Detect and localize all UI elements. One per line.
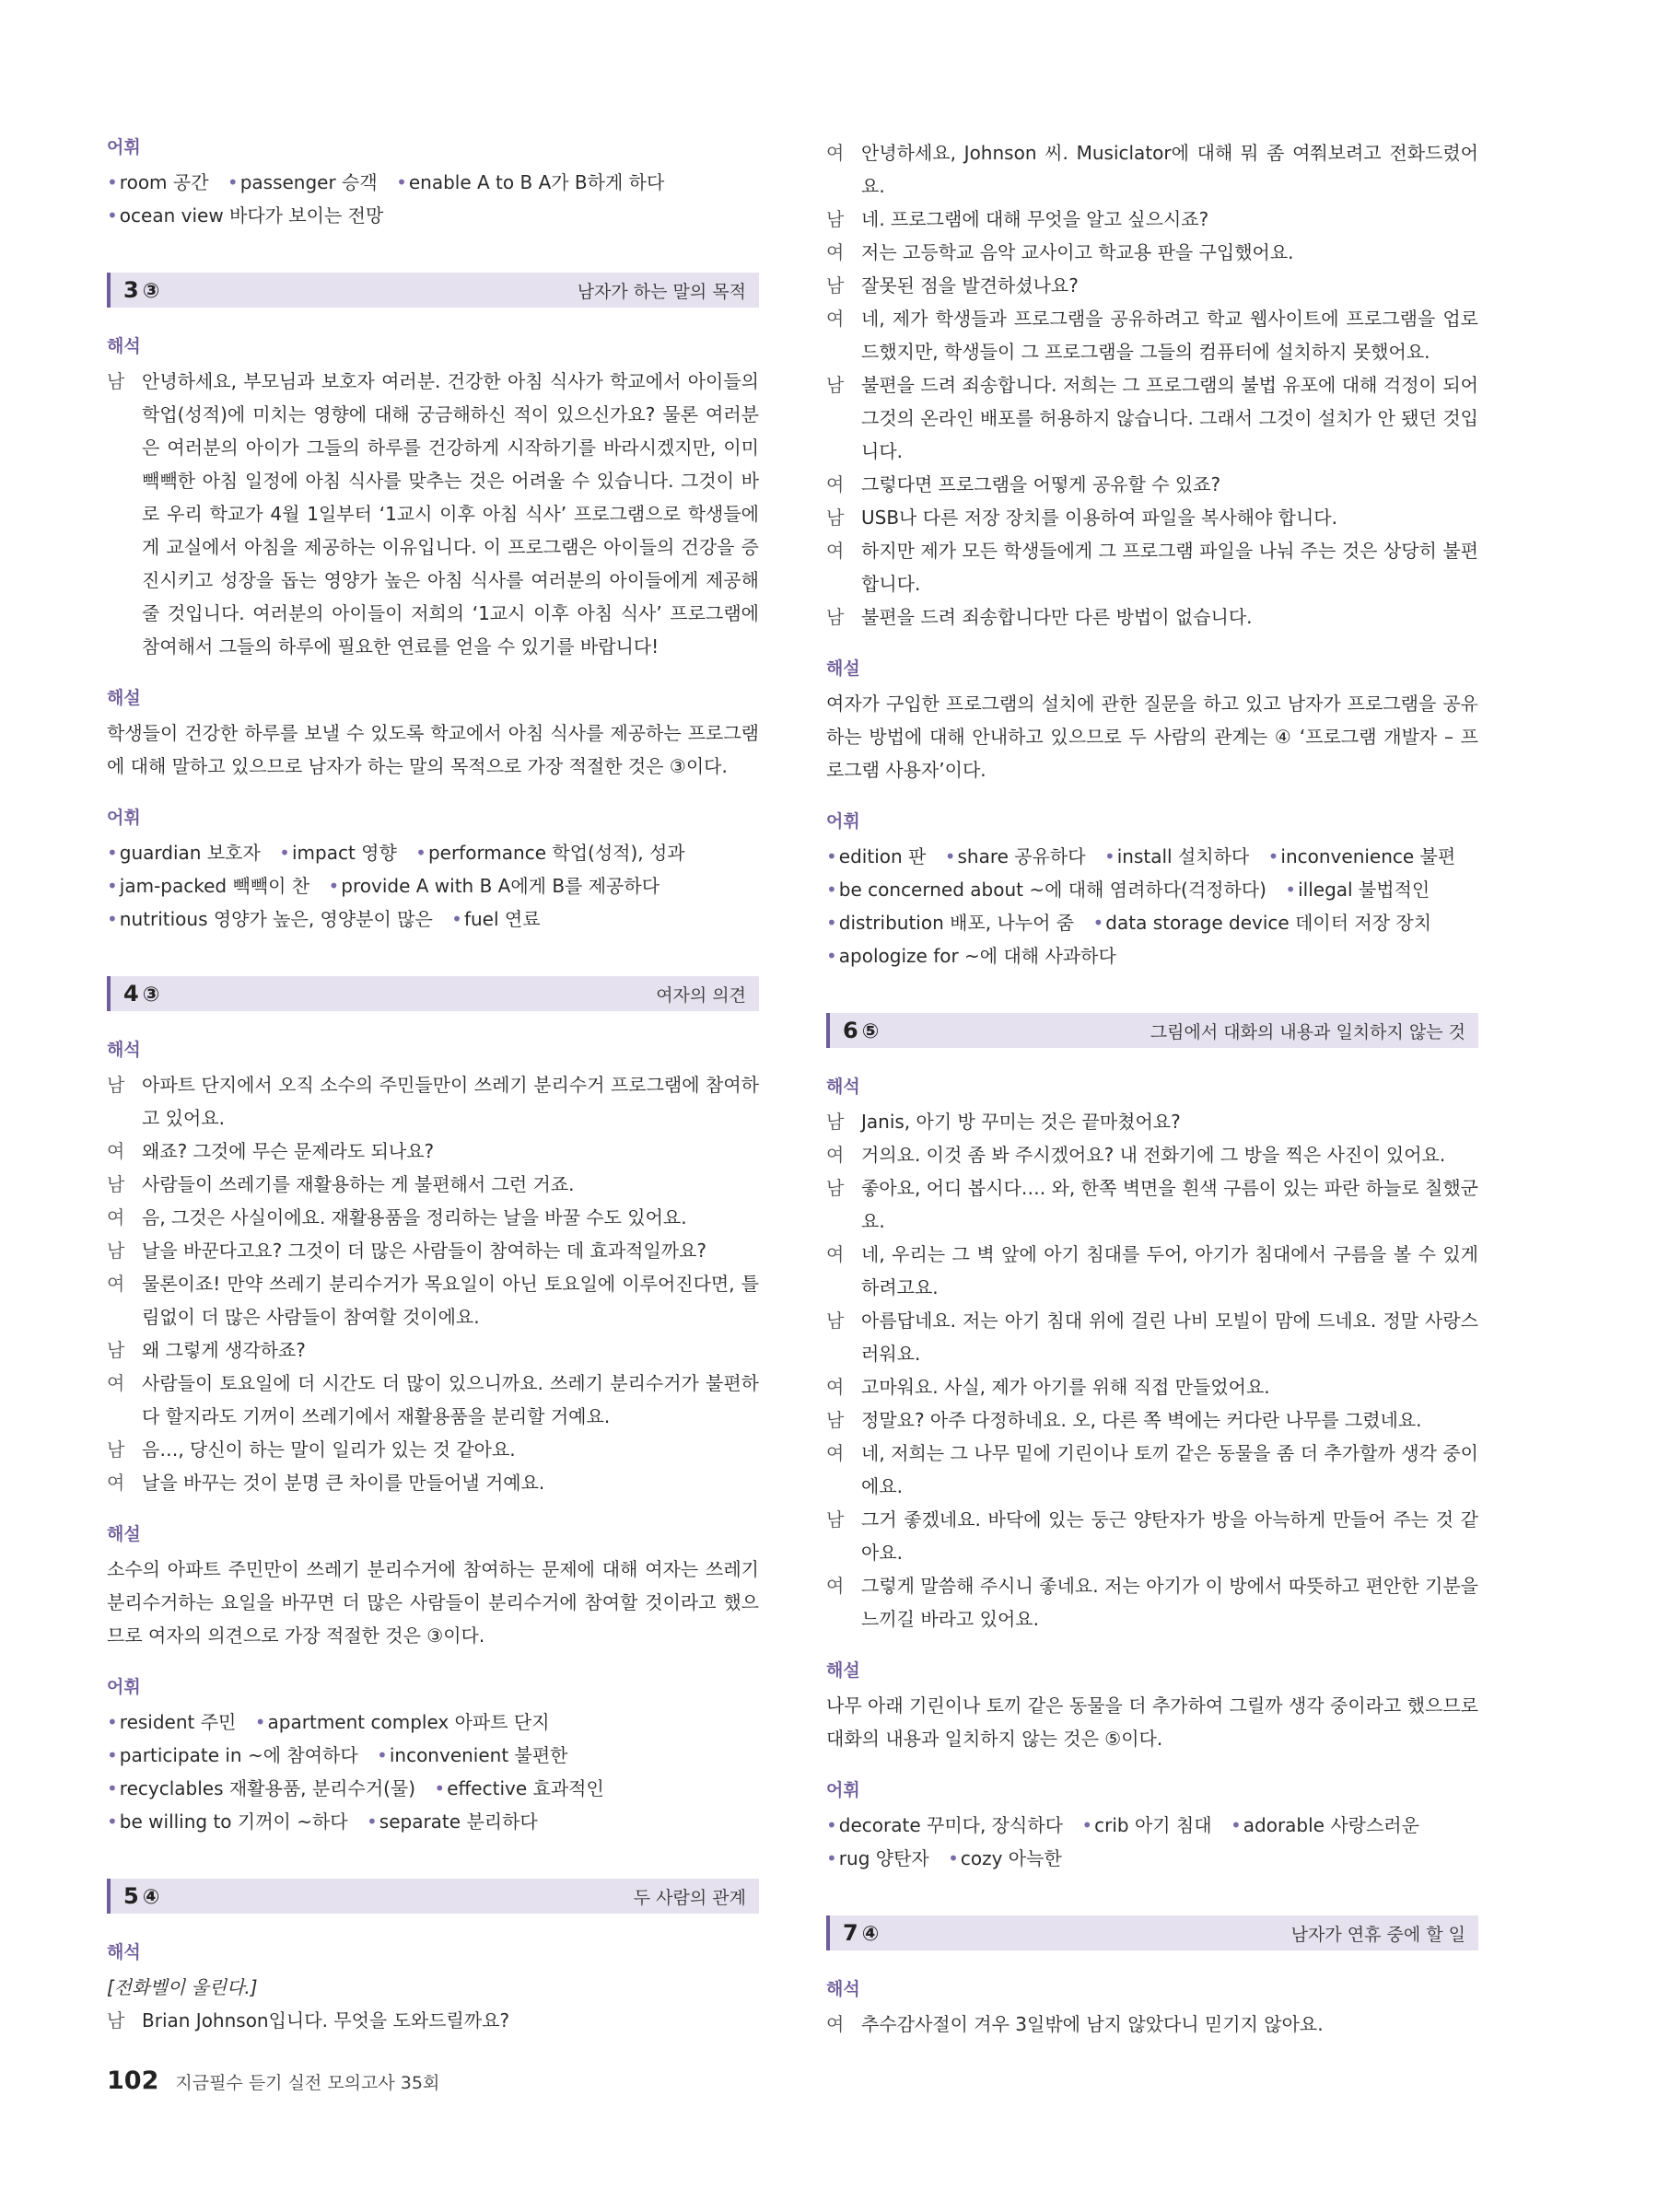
stage-note: [전화벨이 울린다.] [107, 1976, 258, 1998]
translation-label: 해석 [826, 1979, 860, 1999]
dialogue-text: 네, 제가 학생들과 프로그램을 공유하려고 학교 웹사이트에 프로그램을 업로드했지만, 학생들이 그 프로그램을 그들의 컴퓨터에 설치하지 못했어요. [861, 308, 1478, 363]
question-answer: ⑤ [861, 1020, 880, 1043]
vocab-list [107, 166, 759, 232]
dialogue-text: Janis, 아기 방 꾸미는 것은 끝마쳤어요? [861, 1111, 1181, 1133]
vocab-item: • distribution 배포, 나누어 줌 [826, 912, 1074, 934]
vocab-item: • provide A with B A에게 B를 제공하다 [328, 875, 659, 897]
dialogue-text: 불편을 드려 죄송합니다만 다른 방법이 없습니다. [861, 606, 1253, 628]
vocab-label: 어휘 [107, 1677, 141, 1697]
question-number: 4 [123, 981, 139, 1007]
dialogue-line [107, 365, 759, 663]
dialogue-line [826, 203, 1478, 236]
question-number: 7 [843, 1920, 858, 1946]
dialogue-line [826, 501, 1478, 534]
vocab-item: • recyclables 재활용품, 분리수거(물) [107, 1777, 415, 1799]
dialogue-line [826, 1138, 1478, 1171]
dialogue-text: 추수감사절이 겨우 3일밖에 남지 않았다니 믿기지 않아요. [861, 2013, 1324, 2035]
dialogue-text: 그렇게 말씀해 주시니 좋네요. 저는 아기가 이 방에서 따뜻하고 편안한 기분을 느끼길 바라고 있어요. [861, 1575, 1478, 1630]
explanation-label: 해설 [107, 688, 141, 708]
speaker: 남 [826, 1310, 845, 1332]
dialogue-text: 불편을 드려 죄송합니다. 저희는 그 프로그램의 불법 유포에 대해 걱정이 되어 그것의 온라인 배포를 허용하지 않습니다. 그래서 그것이 설치가 안 됐던 것입니다. [861, 374, 1478, 462]
question-type: 여자의 의견 [656, 984, 746, 1006]
question-header-7 [826, 1915, 1478, 1950]
vocab-label: 어휘 [107, 137, 141, 157]
vocab-item: • inconvenient 불편한 [377, 1744, 567, 1766]
dialogue-line [107, 1068, 759, 1135]
dialogue-text: 아파트 단지에서 오직 소수의 주민들만이 쓰레기 분리수거 프로그램에 참여하고 있어요. [142, 1074, 759, 1129]
book-title: 지금필수 듣기 실전 모의고사 35회 [175, 2073, 440, 2093]
speaker: 남 [826, 506, 845, 529]
speaker: 여 [826, 2013, 845, 2035]
question-type: 남자가 연휴 중에 할 일 [1290, 1924, 1465, 1945]
question-header-5 [107, 1879, 759, 1914]
dialogue-text: Brian Johnson입니다. 무엇을 도와드릴까요? [142, 2009, 510, 2032]
dialogue-text: 하지만 제가 모든 학생들에게 그 프로그램 파일을 나눠 주는 것은 상당히 불편합니다. [861, 540, 1478, 595]
dialogue-line [107, 1201, 759, 1234]
vocab-item: • adorable 사랑스러운 [1231, 1814, 1419, 1836]
speaker: 여 [107, 1372, 125, 1394]
dialogue-text: 정말요? 아주 다정하네요. 오, 다른 쪽 벽에는 커다란 나무를 그렸네요. [861, 1409, 1422, 1431]
dialogue-line [826, 2008, 1478, 2041]
dialogue-text: 안녕하세요, Johnson 씨. Musiclator에 대해 뭐 좀 여쭤보려고 전화드렸어요. [861, 142, 1478, 197]
question-header-6 [826, 1013, 1478, 1048]
dialogue-text: 네, 우리는 그 벽 앞에 아기 침대를 두어, 아기가 침대에서 구름을 볼 수 있게 하려고요. [861, 1243, 1479, 1298]
dialogue-line [826, 534, 1478, 600]
speaker: 여 [826, 308, 845, 330]
question-type: 남자가 하는 말의 목적 [577, 281, 746, 302]
speaker: 남 [107, 1240, 125, 1262]
vocab-item: • crib 아기 침대 [1081, 1814, 1211, 1836]
page-number: 102 [107, 2066, 159, 2095]
vocab-item: • impact 영향 [279, 842, 397, 864]
vocab-item: • share 공유하다 [945, 845, 1086, 867]
question-answer: ③ [142, 984, 160, 1007]
speaker: 남 [826, 1177, 845, 1199]
explanation-text: 여자가 구입한 프로그램의 설치에 관한 질문을 하고 있고 남자가 프로그램을 공유하는 방법에 대해 안내하고 있으므로 두 사람의 관계는 ④ ‘프로그램 개발자 – 프로그램 사용자’이다. [826, 693, 1478, 781]
question-number: 3 [123, 277, 139, 303]
dialogue-line [107, 1135, 759, 1168]
speaker: 여 [826, 1442, 845, 1464]
question-number: 5 [123, 1883, 139, 1909]
vocab-item: • effective 효과적인 [434, 1777, 603, 1799]
explanation-text: 나무 아래 기린이나 토끼 같은 동물을 더 추가하여 그릴까 생각 중이라고 했으므로 대화의 내용과 일치하지 않는 것은 ⑤이다. [826, 1694, 1478, 1750]
vocab-item: • be willing to 기꺼이 ~하다 [107, 1810, 348, 1833]
dialogue-text: 그렇다면 프로그램을 어떻게 공유할 수 있죠? [861, 473, 1221, 495]
dialogue-line [826, 1304, 1478, 1370]
speaker: 남 [107, 2009, 125, 2032]
vocab-item: • fuel 연료 [451, 908, 540, 930]
vocab-item: • jam-packed 빽빽이 찬 [107, 875, 309, 897]
dialogue-line [826, 1370, 1478, 1403]
dialogue-line [826, 600, 1478, 634]
vocab-item: • room 공간 [107, 171, 209, 193]
dialogue-text: 물론이죠! 만약 쓰레기 분리수거가 목요일이 아닌 토요일에 이루어진다면, 틀림없이 더 많은 사람들이 참여할 것이에요. [142, 1273, 759, 1328]
vocab-item: • ocean view 바다가 보이는 전망 [107, 204, 383, 227]
speaker: 여 [826, 1575, 845, 1597]
vocab-item: • data storage device 데이터 저장 장치 [1092, 912, 1431, 934]
dialogue-text: 음…, 당신이 하는 말이 일리가 있는 것 같아요. [142, 1438, 516, 1461]
vocab-item: • performance 학업(성적), 성과 [415, 842, 684, 864]
question-type: 두 사람의 관계 [633, 1887, 746, 1908]
vocab-item: • resident 주민 [107, 1711, 236, 1733]
dialogue-text: 네, 저희는 그 나무 밑에 기린이나 토끼 같은 동물을 좀 더 추가할까 생각 중이에요. [861, 1442, 1478, 1497]
vocab-item: • decorate 꾸미다, 장식하다 [826, 1814, 1063, 1836]
dialogue-text: 잘못된 점을 발견하셨나요? [861, 274, 1079, 297]
speaker: 남 [826, 606, 845, 628]
dialogue-text: 왜죠? 그것에 무슨 문제라도 되나요? [142, 1140, 435, 1162]
question-number: 6 [843, 1018, 858, 1043]
right-column [826, 136, 1478, 2041]
dialogue-text: USB나 다른 저장 장치를 이용하여 파일을 복사해야 합니다. [861, 506, 1337, 529]
speaker: 남 [826, 1508, 845, 1531]
question-answer: ④ [142, 1886, 160, 1909]
vocab-list [826, 1809, 1478, 1875]
dialogue-text: 왜 그렇게 생각하죠? [142, 1339, 306, 1361]
vocab-label: 어휘 [107, 808, 141, 828]
explanation-label: 해설 [107, 1524, 141, 1544]
translation-label: 해석 [107, 1942, 141, 1962]
dialogue-text: 고마워요. 사실, 제가 아기를 위해 직접 만들었어요. [861, 1376, 1270, 1398]
explanation-label: 해설 [826, 658, 860, 679]
vocab-item: • guardian 보호자 [107, 842, 261, 864]
vocab-item: • apartment complex 아파트 단지 [255, 1711, 550, 1733]
dialogue-line [107, 1466, 759, 1499]
speaker: 여 [826, 540, 845, 562]
speaker: 남 [826, 374, 845, 396]
vocab-item: • cozy 아늑한 [948, 1847, 1062, 1869]
dialogue-text: 좋아요, 어디 봅시다…. 와, 한쪽 벽면을 흰색 구름이 있는 파란 하늘로 칠했군요. [861, 1177, 1478, 1232]
explanation-text: 학생들이 건강한 하루를 보낼 수 있도록 학교에서 아침 식사를 제공하는 프로그램에 대해 말하고 있으므로 남자가 하는 말의 목적으로 가장 적절한 것은 ③이다. [107, 722, 759, 777]
question-header-4 [107, 976, 759, 1011]
translation-label: 해석 [107, 336, 141, 356]
dialogue-line [826, 468, 1478, 501]
speaker: 남 [826, 208, 845, 230]
vocab-item: • apologize for ~에 대해 사과하다 [826, 945, 1116, 967]
dialogue-line [826, 1171, 1478, 1238]
vocab-item: • inconvenience 불편 [1268, 845, 1456, 867]
dialogue-line [826, 1503, 1478, 1569]
vocab-item: • be concerned about ~에 대해 염려하다(걱정하다) [826, 879, 1266, 901]
vocab-list [107, 1706, 759, 1838]
speaker: 남 [107, 370, 125, 392]
vocab-label: 어휘 [826, 811, 860, 832]
question-header-3 [107, 273, 759, 308]
dialogue-line [826, 236, 1478, 269]
question-type: 그림에서 대화의 내용과 일치하지 않는 것 [1150, 1021, 1465, 1042]
speaker: 여 [826, 142, 845, 164]
dialogue-line [826, 1238, 1478, 1304]
vocab-item: • install 설치하다 [1104, 845, 1249, 867]
dialogue-text: 네. 프로그램에 대해 무엇을 알고 싶으시죠? [861, 208, 1209, 230]
vocab-item: • nutritious 영양가 높은, 영양분이 많은 [107, 908, 433, 930]
dialogue-line [826, 1569, 1478, 1636]
vocab-list [107, 836, 759, 936]
vocab-item: • enable A to B A가 B하게 하다 [396, 171, 664, 193]
dialogue-line [107, 1267, 759, 1333]
speaker: 여 [826, 473, 845, 495]
speaker: 여 [107, 1273, 125, 1295]
question-answer: ④ [861, 1923, 880, 1946]
dialogue-line [826, 1437, 1478, 1503]
dialogue-text: 저는 고등학교 음악 교사이고 학교용 판을 구입했어요. [861, 241, 1294, 263]
translation-label: 해석 [826, 1077, 860, 1097]
dialogue-line [107, 1234, 759, 1267]
dialogue-line [107, 2004, 759, 2037]
explanation-text: 소수의 아파트 주민만이 쓰레기 분리수거에 참여하는 문제에 대해 여자는 쓰레기 분리수거하는 요일을 바꾸면 더 많은 사람들이 분리수거에 참여할 것이라고 했으므로 여자의 의견으로 가장 적절한 것은 ③이다. [107, 1558, 759, 1647]
dialogue-line [107, 1333, 759, 1367]
dialogue-line [107, 1367, 759, 1433]
translation-label: 해석 [107, 1040, 141, 1060]
speaker: 여 [107, 1206, 125, 1228]
dialogue-line [826, 1105, 1478, 1138]
dialogue-line [826, 136, 1478, 203]
dialogue-text: 거의요. 이것 좀 봐 주시겠어요? 내 전화기에 그 방을 찍은 사진이 있어요. [861, 1144, 1446, 1166]
left-column [107, 136, 759, 2037]
speaker: 남 [107, 1438, 125, 1461]
speaker: 남 [107, 1074, 125, 1096]
speaker: 남 [107, 1173, 125, 1195]
dialogue-line [826, 1403, 1478, 1437]
vocab-item: • participate in ~에 참여하다 [107, 1744, 358, 1766]
dialogue-line [826, 302, 1478, 368]
speaker: 여 [826, 1376, 845, 1398]
vocab-item: • rug 양탄자 [826, 1847, 929, 1869]
speaker: 여 [107, 1472, 125, 1494]
vocab-list [826, 840, 1478, 972]
dialogue-text: 그거 좋겠네요. 바닥에 있는 둥근 양탄자가 방을 아늑하게 만들어 주는 것 같아요. [861, 1508, 1478, 1564]
vocab-item: • passenger 승객 [228, 171, 378, 193]
dialogue-text: 음, 그것은 사실이에요. 재활용품을 정리하는 날을 바꿀 수도 있어요. [142, 1206, 687, 1228]
speaker: 남 [826, 1111, 845, 1133]
dialogue-line [107, 1433, 759, 1466]
speaker: 여 [826, 1144, 845, 1166]
dialogue-text: 날을 바꾼다고요? 그것이 더 많은 사람들이 참여하는 데 효과적일까요? [142, 1240, 707, 1262]
dialogue-line [107, 1168, 759, 1201]
speaker: 여 [107, 1140, 125, 1162]
dialogue-line [826, 269, 1478, 302]
dialogue-line [826, 368, 1478, 468]
dialogue-text: 사람들이 쓰레기를 재활용하는 게 불편해서 그런 거죠. [142, 1173, 575, 1195]
question-answer: ③ [142, 280, 160, 303]
vocab-item: • illegal 불법적인 [1285, 879, 1430, 901]
vocab-label: 어휘 [826, 1780, 860, 1800]
dialogue-text: 아름답네요. 저는 아기 침대 위에 걸린 나비 모빌이 맘에 드네요. 정말 사랑스러워요. [861, 1310, 1478, 1365]
speaker: 남 [826, 274, 845, 297]
speaker: 여 [826, 1243, 845, 1265]
speaker: 남 [826, 1409, 845, 1431]
speaker: 여 [826, 241, 845, 263]
vocab-item: • edition 판 [826, 845, 926, 867]
vocab-item: • separate 분리하다 [367, 1810, 538, 1833]
dialogue-text: 날을 바꾸는 것이 분명 큰 차이를 만들어낼 거예요. [142, 1472, 545, 1494]
explanation-label: 해설 [826, 1660, 860, 1681]
page-footer [107, 2066, 439, 2095]
dialogue-text: 안녕하세요, 부모님과 보호자 여러분. 건강한 아침 식사가 학교에서 아이들의 학업(성적)에 미치는 영향에 대해 궁금해하신 적이 있으신가요? 물론 여러분은 여러분의 아이가 그들의 하루를 건강하게 시작하기를 바라시겠지만, 이미 빽빽한 아침 일정에 아침 식사를 맞추는 것은 어려울 수 있습니다. 그것이 바로 우리 학교가 4월 1일부터 ‘1교시 이후 아침 식사’ 프로그램으로 학생들에게 교실에서 아침을 제공하는 이유입니다. 이 프로그램은 아이들의 건강을 증진시키고 성장을 돕는 영양가 높은 아침 식사를 여러분의 아이들에게 제공해 줄 것입니다. 여러분의 아이들이 저희의 ‘1교시 이후 아침 식사’ 프로그램에 참여해서 그들의 하루에 필요한 연료를 얻을 수 있기를 바랍니다! [142, 370, 759, 658]
speaker: 남 [107, 1339, 125, 1361]
dialogue-text: 사람들이 토요일에 더 시간도 더 많이 있으니까요. 쓰레기 분리수거가 불편하다 할지라도 기꺼이 쓰레기에서 재활용품을 분리할 거예요. [142, 1372, 759, 1427]
